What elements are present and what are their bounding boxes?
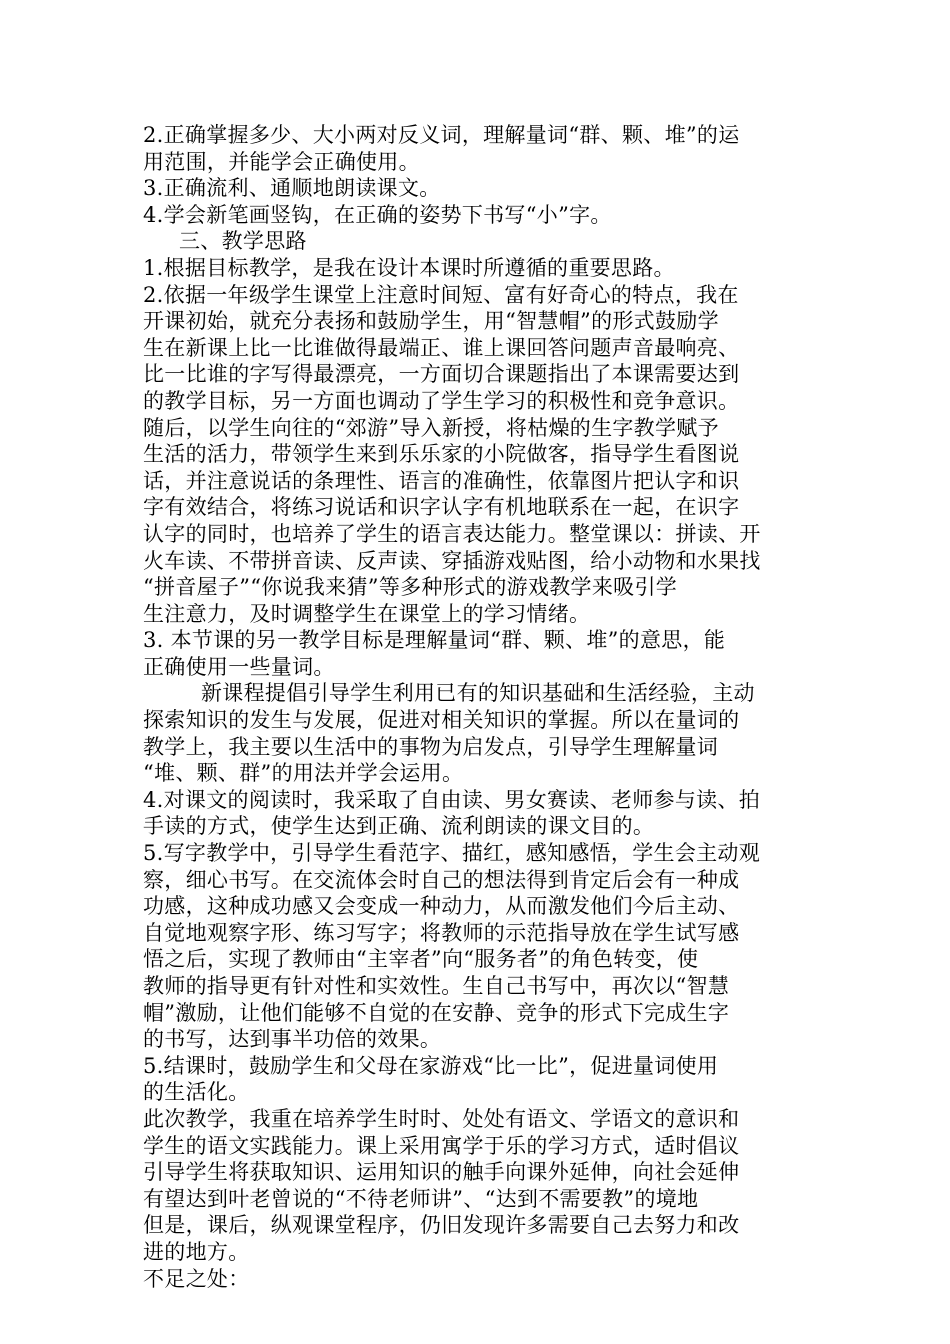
text-line: 的书写，达到事半功倍的效果。: [143, 1027, 442, 1052]
text-line: 自觉地观察字形、练习写字；将教师的示范指导放在学生试写感: [143, 920, 740, 945]
text-line: 学生的语文实践能力。课上采用寓学于乐的学习方式，适时倡议: [143, 1133, 740, 1158]
text-line: 悟之后，实现了教师由“主宰者”向“服务者”的角色转变，使: [143, 947, 699, 972]
text-line: 随后，以学生向往的“郊游”导入新授，将枯燥的生字教学赋予: [143, 415, 719, 440]
text-line: “堆、颗、群”的用法并学会运用。: [143, 761, 464, 786]
text-line: 5.写字教学中，引导学生看范字、描红，感知感悟，学生会主动观: [143, 841, 761, 866]
text-line: “拼音屋子”“你说我来猜”等多种形式的游戏教学来吸引学: [143, 575, 678, 600]
text-line: 1.根据目标教学，是我在设计本课时所遵循的重要思路。: [143, 255, 675, 280]
text-line: 有望达到叶老曾说的“不待老师讲”、“达到不需要教”的境地: [143, 1186, 699, 1211]
text-line: 3. 本节课的另一教学目标是理解量词“群、颗、堆”的意思，能: [143, 628, 726, 653]
text-line: 火车读、不带拼音读、反声读、穿插游戏贴图，给小动物和水果找: [143, 548, 761, 573]
text-line: 生在新课上比一比谁做得最端正、谁上课回答问题声音最响亮、: [143, 335, 740, 360]
text-line: 正确使用一些量词。: [143, 654, 335, 679]
text-line: 的教学目标，另一方面也调动了学生学习的积极性和竞争意识。: [143, 388, 740, 413]
text-line: 功感，这种成功感又会变成一种动力，从而激发他们今后主动、: [143, 894, 740, 919]
text-line: 用范围，并能学会正确使用。: [143, 149, 420, 174]
document-body: [143, 122, 815, 1292]
text-line: 帽”激励，让他们能够不自觉的在安静、竞争的形式下完成生字: [143, 1000, 730, 1025]
text-line: 但是，课后，纵观课堂程序，仍旧发现许多需要自己去努力和改: [143, 1213, 740, 1238]
text-line: 不足之处：: [143, 1266, 250, 1291]
text-line: 教学上，我主要以生活中的事物为启发点，引导学生理解量词: [143, 734, 719, 759]
text-line: 4.对课文的阅读时，我采取了自由读、男女赛读、老师参与读、拍: [143, 787, 761, 812]
text-line: 5.结课时，鼓励学生和父母在家游戏“比一比”，促进量词使用: [143, 1053, 719, 1078]
text-line: 进的地方。: [143, 1239, 250, 1264]
text-line: 生活的活力，带领学生来到乐乐家的小院做客，指导学生看图说: [143, 442, 740, 467]
section-heading: 三、教学思路: [179, 229, 307, 254]
text-line: 探索知识的发生与发展，促进对相关知识的掌握。所以在量词的: [143, 708, 740, 733]
text-line: 引导学生将获取知识、运用知识的触手向课外延伸，向社会延伸: [143, 1160, 740, 1185]
text-line: 2.正确掌握多少、大小两对反义词，理解量词“群、颗、堆”的运: [143, 123, 740, 147]
text-line: 2.依据一年级学生课堂上注意时间短、富有好奇心的特点，我在: [143, 282, 739, 307]
text-line: 比一比谁的字写得最漂亮，一方面切合课题指出了本课需要达到: [143, 362, 740, 387]
text-line: 话，并注意说话的条理性、语言的准确性，依靠图片把认字和识: [143, 468, 740, 493]
text-line: 手读的方式，使学生达到正确、流利朗读的课文目的。: [143, 814, 655, 839]
text-line: 认字的同时，也培养了学生的语言表达能力。整堂课以：拼读、开: [143, 521, 761, 546]
text-line: 察，细心书写。在交流体会时自己的想法得到肯定后会有一种成: [143, 867, 740, 892]
text-line: 此次教学，我重在培养学生时时、处处有语文、学语文的意识和: [143, 1106, 740, 1131]
text-line: 4.学会新笔画竖钩，在正确的姿势下书写“小”字。: [143, 202, 612, 227]
text-line: 字有效结合，将练习说话和识字认字有机地联系在一起，在识字: [143, 495, 740, 520]
text-line: 生注意力，及时调整学生在课堂上的学习情绪。: [143, 601, 591, 626]
text-line: 教师的指导更有针对性和实效性。生自己书写中，再次以“智慧: [143, 974, 730, 998]
text-line: 新课程提倡引导学生利用已有的知识基础和生活经验，主动: [201, 681, 755, 706]
text-line: 3.正确流利、通顺地朗读课文。: [143, 176, 441, 201]
text-line: 的生活化。: [143, 1080, 250, 1105]
text-line: 开课初始，就充分表扬和鼓励学生，用“智慧帽”的形式鼓励学: [143, 309, 719, 334]
